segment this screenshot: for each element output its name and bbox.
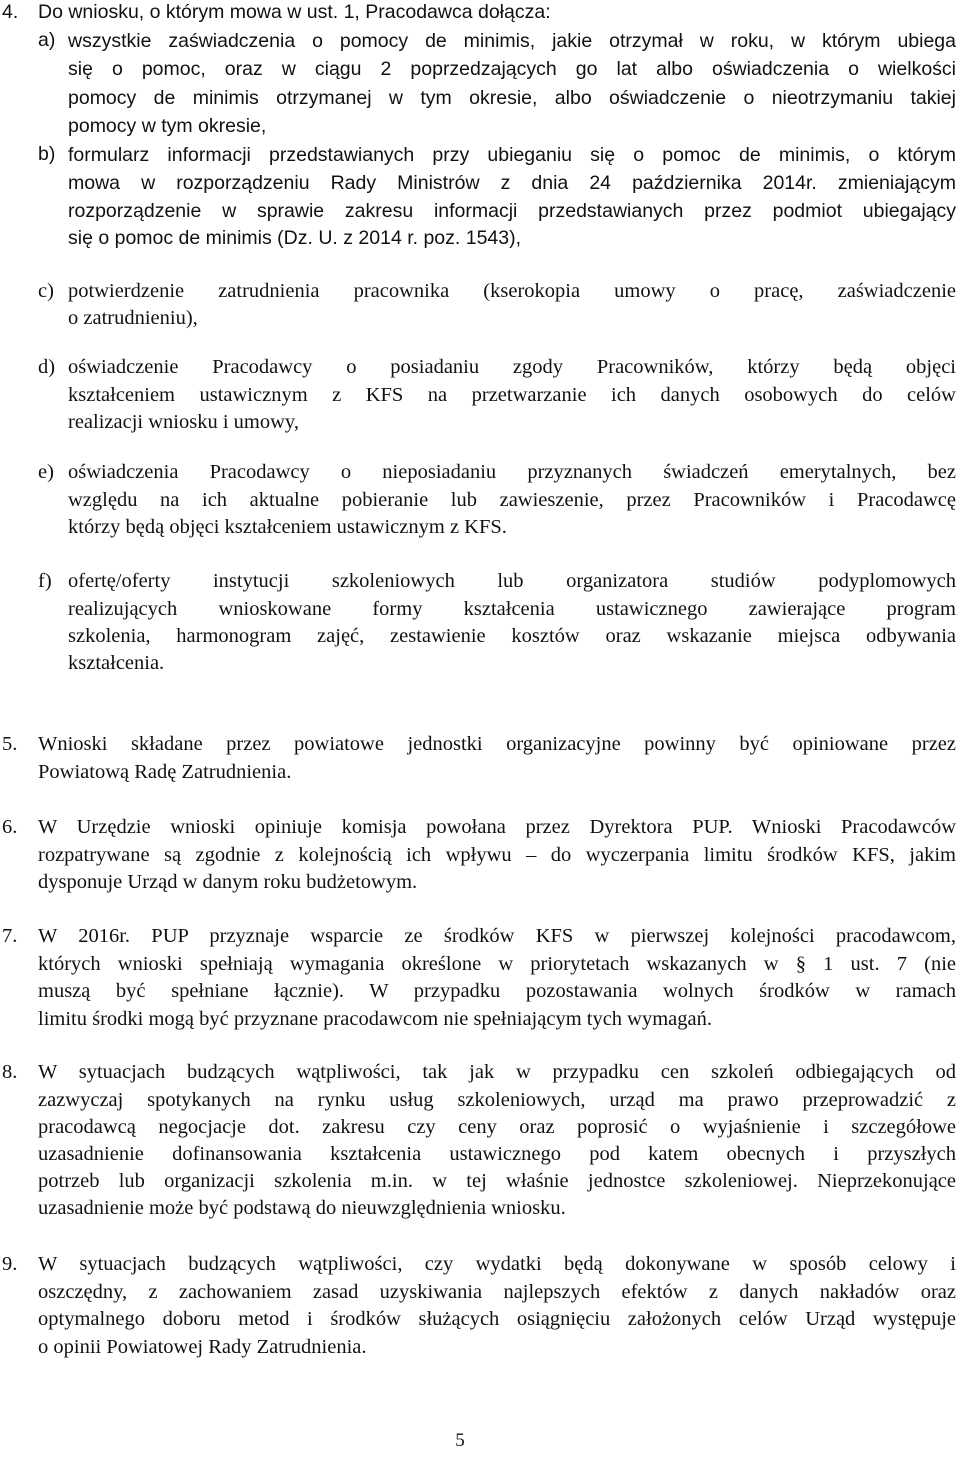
item-8-line-2: zazwyczaj spotykanych na rynku usług szkoleniowych, urząd ma prawo przeprowadzić z (38, 1089, 956, 1111)
item-9-line-1: W sytuacjach budzących wątpliwości, czy wydatki będą dokonywane w sposób celowy i (38, 1253, 956, 1275)
item-4e-line-1-wrap (68, 461, 956, 484)
item-5-number: 5. (2, 733, 18, 755)
item-4f-marker: f) (38, 570, 52, 592)
item-8-number: 8. (2, 1061, 18, 1083)
item-4d-line-2: kształceniem ustawicznym z KFS na przetwarzanie ich danych osobowych do celów (68, 384, 956, 406)
item-9-line-2-wrap (38, 1281, 956, 1304)
item-4e-line-2-wrap (68, 489, 956, 512)
item-5-line-1-wrap (38, 733, 956, 756)
item-7-number: 7. (2, 925, 18, 947)
item-4-intro: Do wniosku, o którym mowa w ust. 1, Pracodawca dołącza: (38, 1, 551, 23)
item-8-line-2-wrap (38, 1089, 956, 1112)
item-7-line-3: muszą być spełniane łącznie). W przypadku pozostawania wolnych środków w ramach (38, 980, 956, 1002)
page-number: 5 (455, 1430, 465, 1451)
item-4c-marker: c) (38, 280, 54, 302)
item-6-line-3: dysponuje Urząd w danym roku budżetowym. (38, 871, 418, 893)
item-6-number: 6. (2, 816, 18, 838)
item-4b-line-3-wrap (68, 200, 956, 223)
item-4d-line-3: realizacji wniosku i umowy, (68, 411, 299, 433)
item-4b-line-3: rozporządzenie w sprawie zakresu informacji przedstawianych przez podmiot ubiegający (68, 200, 956, 222)
item-7-line-2: których wnioski spełniają wymagania określone w priorytetach wskazanych w § 1 ust. 7 (nie (38, 953, 956, 975)
item-4f-line-2: realizujących wnioskowane formy kształcenia ustawicznego zawierające program (68, 598, 956, 620)
item-4b-line-2: mowa w rozporządzeniu Rady Ministrów z dnia 24 października 2014r. zmieniającym (68, 172, 956, 194)
item-4a-line-1: wszystkie zaświadczenia o pomocy de minimis, jakie otrzymał w roku, w którym ubiega (68, 30, 956, 52)
item-7-line-1-wrap (38, 925, 956, 948)
item-4d-line-2-wrap (68, 384, 956, 407)
item-7-line-4: limitu środki mogą być przyznane pracodawcom nie spełniającym tych wymagań. (38, 1008, 713, 1030)
item-4c-line-2: o zatrudnieniu), (68, 307, 198, 329)
item-4e-line-1: oświadczenia Pracodawcy o nieposiadaniu przyznanych świadczeń emerytalnych, bez (68, 461, 956, 483)
item-8-line-3-wrap (38, 1116, 956, 1139)
item-5-line-1: Wnioski składane przez powiatowe jednostki organizacyjne powinny być opiniowane przez (38, 733, 956, 755)
item-4f-line-3-wrap (68, 625, 956, 648)
item-9-line-2: oszczędny, z zachowaniem zasad uzyskiwania najlepszych efektów z danych nakładów oraz (38, 1281, 956, 1303)
item-4a-marker: a) (38, 29, 56, 51)
item-4f-line-4: kształcenia. (68, 652, 165, 674)
item-4e-line-3: którzy będą objęci kształceniem ustawicznym z KFS. (68, 516, 507, 538)
item-9-number: 9. (2, 1253, 18, 1275)
item-4d-line-1: oświadczenie Pracodawcy o posiadaniu zgody Pracowników, którzy będą objęci (68, 356, 956, 378)
item-7-line-2-wrap (38, 953, 956, 976)
item-4a-line-2-wrap (68, 58, 956, 81)
item-4a-line-4: pomocy w tym okresie, (68, 115, 267, 137)
item-8-line-4-wrap (38, 1143, 956, 1166)
item-4e-marker: e) (38, 461, 54, 483)
item-4a-line-2: się o pomoc, oraz w ciągu 2 poprzedzających go lat albo oświadczenia o wielkości (68, 58, 956, 80)
item-4-number: 4. (2, 1, 19, 23)
item-6-line-1: W Urzędzie wnioski opiniuje komisja powołana przez Dyrektora PUP. Wnioski Pracodawców (38, 816, 956, 838)
item-4b-line-1-wrap (68, 144, 956, 167)
item-8-line-5-wrap (38, 1170, 956, 1193)
item-9-line-1-wrap (38, 1253, 956, 1276)
item-4b-line-4: się o pomoc de minimis (Dz. U. z 2014 r. poz. 1543), (68, 227, 522, 249)
item-4b-line-2-wrap (68, 172, 956, 195)
item-4f-line-3: szkolenia, harmonogram zajęć, zestawienie kosztów oraz wskazanie miejsca odbywania (68, 625, 956, 647)
item-8-line-4: uzasadnienie dofinansowania kształcenia ustawicznego pod katem obecnych i przyszłych (38, 1143, 956, 1165)
item-4d-marker: d) (38, 356, 56, 378)
item-4d-line-1-wrap (68, 356, 956, 379)
item-4a-line-3-wrap (68, 87, 956, 110)
item-7-line-3-wrap (38, 980, 956, 1003)
item-4c-line-1: potwierdzenie zatrudnienia pracownika (kserokopia umowy o pracę, zaświadczenie (68, 280, 956, 302)
item-6-line-1-wrap (38, 816, 956, 839)
item-4e-line-2: względu na ich aktualne pobieranie lub zawieszenie, przez Pracowników i Pracodawcę (68, 489, 956, 511)
item-5-line-2: Powiatową Radę Zatrudnienia. (38, 761, 292, 783)
item-8-line-3: pracodawcą negocjacje dot. zakresu czy ceny oraz poprosić o wyjaśnienie i szczegółowe (38, 1116, 956, 1138)
item-8-line-1-wrap (38, 1061, 956, 1084)
item-4f-line-1-wrap (68, 570, 956, 593)
item-4f-line-1: ofertę/oferty instytucji szkoleniowych lub organizatora studiów podyplomowych (68, 570, 956, 592)
item-8-line-6: uzasadnienie może być podstawą do nieuwzględnienia wniosku. (38, 1197, 566, 1219)
item-6-line-2-wrap (38, 844, 956, 867)
item-4f-line-2-wrap (68, 598, 956, 621)
item-4b-line-1: formularz informacji przedstawianych przy ubieganiu się o pomoc de minimis, o którym (68, 144, 956, 166)
item-4a-first-line (68, 30, 956, 53)
item-6-line-2: rozpatrywane są zgodnie z kolejnością ich wpływu – do wyczerpania limitu środków KFS, jakim (38, 844, 956, 866)
item-8-line-5: potrzeb lub organizacji szkolenia m.in. w tej właśnie jednostce szkoleniowej. Nieprzekonujące (38, 1170, 956, 1192)
item-8-line-1: W sytuacjach budzących wątpliwości, tak jak w przypadku cen szkoleń odbiegających od (38, 1061, 956, 1083)
item-4c-line-1-wrap (68, 280, 956, 303)
item-9-line-4: o opinii Powiatowej Rady Zatrudnienia. (38, 1336, 367, 1358)
item-9-line-3: optymalnego doboru metod i środków służących osiągnięciu założonych celów Urząd występuje (38, 1308, 956, 1330)
item-7-line-1: W 2016r. PUP przyznaje wsparcie ze środków KFS w pierwszej kolejności pracodawcom, (38, 925, 956, 947)
item-9-line-3-wrap (38, 1308, 956, 1331)
item-4b-marker: b) (38, 143, 56, 165)
item-4a-line-3: pomocy de minimis otrzymanej w tym okresie, albo oświadczenie o nieotrzymaniu takiej (68, 87, 956, 109)
